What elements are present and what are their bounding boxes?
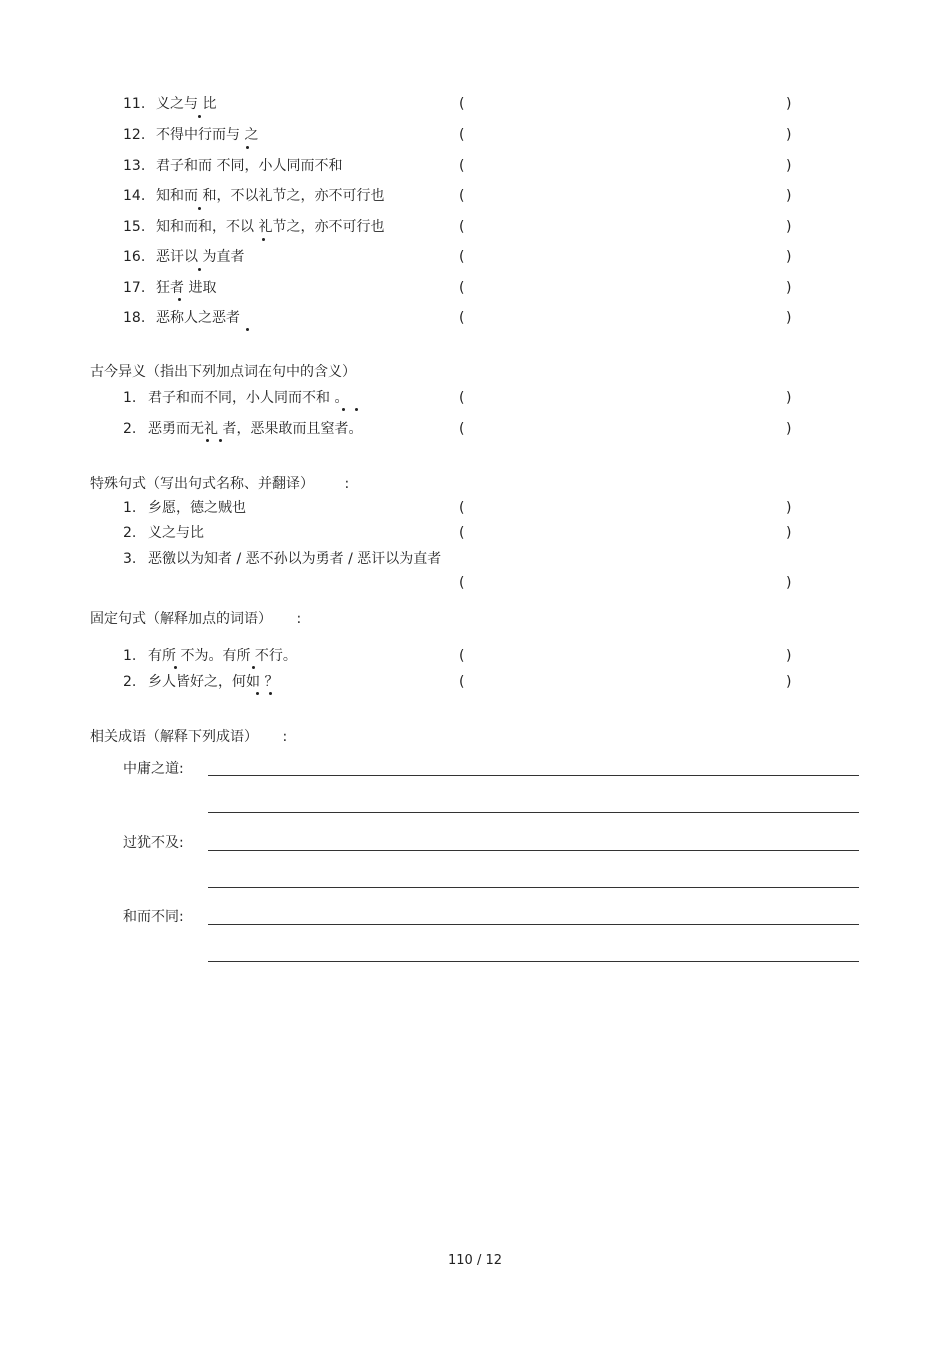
answer-paren-close: ) <box>786 127 792 143</box>
emphasis-dot <box>246 328 249 331</box>
emphasis-dot <box>198 268 201 271</box>
emphasis-dot <box>269 692 272 695</box>
item-text: 知和而 和，不以礼节之，亦不可行也 <box>156 188 385 204</box>
answer-paren-close: ) <box>786 390 792 406</box>
idiom-label: 中庸之道: <box>123 761 184 777</box>
item-number: 14. <box>123 188 146 204</box>
item-number: 2. <box>123 421 137 437</box>
item-number: 13. <box>123 158 146 174</box>
answer-paren-close: ) <box>786 575 792 591</box>
page-number: 110 / 12 <box>448 1253 502 1268</box>
item-number: 18. <box>123 310 146 326</box>
answer-paren-close: ) <box>786 96 792 112</box>
answer-paren-close: ) <box>786 674 792 690</box>
answer-paren-close: ) <box>786 421 792 437</box>
emphasis-dot <box>219 439 222 442</box>
item-number: 2. <box>123 525 137 541</box>
answer-paren-close: ) <box>786 188 792 204</box>
item-text: 义之与比 <box>148 525 204 541</box>
item-number: 17. <box>123 280 146 296</box>
answer-line[interactable] <box>208 812 859 813</box>
emphasis-dot <box>256 692 259 695</box>
item-number: 1. <box>123 500 137 516</box>
item-text: 恶徼以为知者 / 恶不孙以为勇者 / 恶讦以为直者 <box>148 551 442 567</box>
answer-paren-open: ( <box>459 249 465 265</box>
answer-paren-close: ) <box>786 249 792 265</box>
answer-line[interactable] <box>208 887 859 888</box>
section-title-text: 相关成语（解释下列成语） <box>90 729 258 745</box>
item-number: 1. <box>123 648 137 664</box>
section-title-colon: : <box>296 611 302 627</box>
answer-paren-open: ( <box>459 219 465 235</box>
emphasis-dot <box>342 408 345 411</box>
idiom-label: 和而不同: <box>123 909 184 925</box>
emphasis-dot <box>252 666 255 669</box>
item-text: 君子和而不同，小人同而不和 。 <box>148 390 349 406</box>
emphasis-dot <box>198 207 201 210</box>
answer-paren-open: ( <box>459 310 465 326</box>
section-title-chengyu <box>90 728 287 746</box>
emphasis-dot <box>246 146 249 149</box>
item-number: 3. <box>123 551 137 567</box>
emphasis-dot <box>178 298 181 301</box>
section-title-colon: : <box>282 729 288 745</box>
item-number: 1. <box>123 390 137 406</box>
section-title-colon: : <box>344 476 350 492</box>
answer-paren-open: ( <box>459 421 465 437</box>
emphasis-dot <box>206 439 209 442</box>
item-number: 2. <box>123 674 137 690</box>
item-text: 义之与 比 <box>156 96 217 112</box>
answer-paren-close: ) <box>786 525 792 541</box>
item-number: 16. <box>123 249 146 265</box>
item-text: 不得中行而与 之 <box>156 127 259 143</box>
answer-paren-open: ( <box>459 390 465 406</box>
item-text: 有所 不为。有所 不行。 <box>148 648 297 664</box>
section-title-teshu <box>90 475 349 493</box>
item-text: 乡愿，德之贼也 <box>148 500 246 516</box>
item-text: 恶讦以 为直者 <box>156 249 245 265</box>
answer-paren-open: ( <box>459 648 465 664</box>
item-text: 恶称人之恶者 <box>156 310 240 326</box>
idiom-label: 过犹不及: <box>123 835 184 851</box>
answer-paren-open: ( <box>459 525 465 541</box>
emphasis-dot <box>198 115 201 118</box>
item-text: 乡人皆好之，何如 ？ <box>148 674 279 690</box>
item-text: 君子和而 不同，小人同而不和 <box>156 158 343 174</box>
answer-line[interactable] <box>208 775 859 776</box>
answer-line[interactable] <box>208 924 859 925</box>
emphasis-dot <box>174 666 177 669</box>
answer-paren-open: ( <box>459 674 465 690</box>
emphasis-dot <box>262 238 265 241</box>
answer-paren-close: ) <box>786 648 792 664</box>
item-number: 15. <box>123 219 146 235</box>
answer-paren-open: ( <box>459 188 465 204</box>
answer-paren-close: ) <box>786 280 792 296</box>
item-text: 狂者 进取 <box>156 280 217 296</box>
answer-line[interactable] <box>208 850 859 851</box>
item-text: 知和而和，不以 礼节之，亦不可行也 <box>156 219 385 235</box>
answer-paren-close: ) <box>786 310 792 326</box>
answer-paren-open: ( <box>459 280 465 296</box>
answer-paren-close: ) <box>786 500 792 516</box>
answer-paren-open: ( <box>459 158 465 174</box>
section-title-guding <box>90 610 301 628</box>
answer-paren-open: ( <box>459 500 465 516</box>
item-number: 11. <box>123 96 146 112</box>
answer-paren-open: ( <box>459 575 465 591</box>
section-title-text: 特殊句式（写出句式名称、并翻译） <box>90 476 314 492</box>
answer-paren-open: ( <box>459 127 465 143</box>
section-title-text: 固定句式（解释加点的词语） <box>90 611 272 627</box>
answer-paren-open: ( <box>459 96 465 112</box>
answer-paren-close: ) <box>786 219 792 235</box>
item-number: 12. <box>123 127 146 143</box>
answer-paren-close: ) <box>786 158 792 174</box>
emphasis-dot <box>355 408 358 411</box>
item-text: 恶勇而无礼 者，恶果敢而且窒者。 <box>148 421 363 437</box>
section-title-gujin: 古今异义（指出下列加点词在句中的含义） <box>90 364 356 380</box>
answer-line[interactable] <box>208 961 859 962</box>
